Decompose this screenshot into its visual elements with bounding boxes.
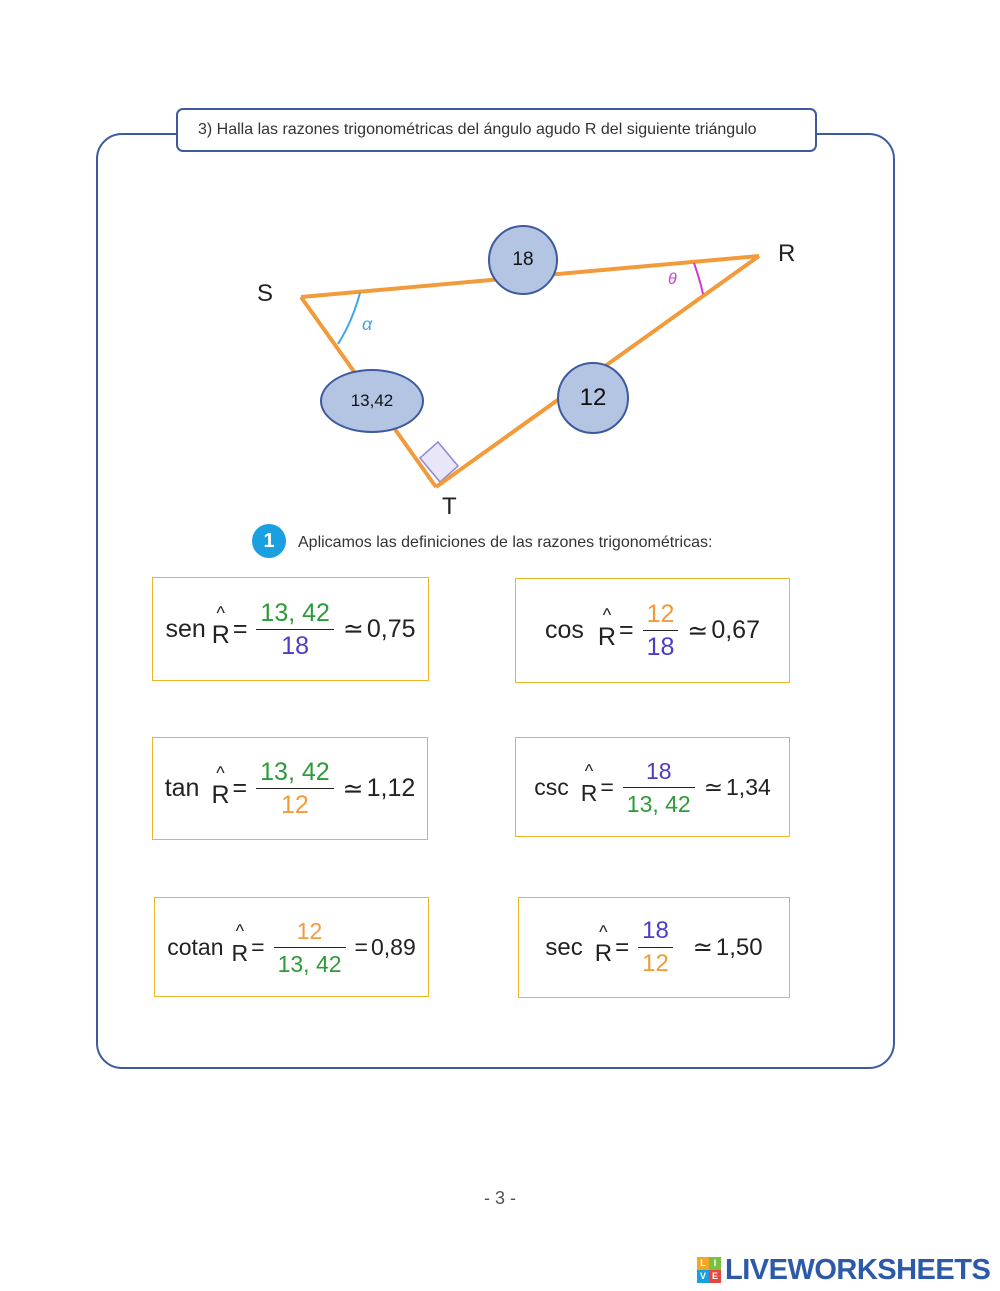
result-sen: 0,75 — [366, 614, 416, 643]
angle-arc-r — [694, 263, 703, 294]
fraction-sen: $\frac{13, 42}{18}$ — [256, 597, 334, 662]
formula-cotan-box: cotan ^ R = $\frac{12}{13, 42}$ = 0,89 — [154, 897, 429, 997]
fraction-csc: $\frac{18}{13, 42}$ — [623, 755, 695, 820]
side-length-12-bubble[interactable]: 12 — [557, 362, 629, 434]
result-tan: 1,12 — [366, 774, 416, 802]
fn-tan: tan — [164, 774, 200, 802]
formula-sec-box: sec ^ R = $\frac{18}{12}$ ≃ 1,50 — [518, 897, 790, 998]
formula-csc-box: csc ^ R = $\frac{18}{13, 42}$ ≃ 1,34 — [515, 737, 790, 837]
vertex-label-s: S — [257, 280, 274, 307]
fraction-cotan: $\frac{12}{13, 42}$ — [274, 915, 346, 980]
alpha-angle-label: α — [362, 314, 373, 334]
question-header: 3) Halla las razones trigonométricas del ángulo agudo R del siguiente triángulo — [176, 108, 817, 152]
fn-sec: sec — [545, 933, 583, 961]
fn-sen: sen — [165, 614, 206, 643]
result-cotan: 0,89 — [370, 933, 416, 960]
page-number: - 3 - — [483, 1188, 516, 1208]
step-instruction: Aplicamos las definiciones de las razones trigonométricas: — [298, 534, 713, 551]
vertex-label-t: T — [442, 493, 457, 520]
theta-angle-label: θ — [668, 271, 677, 288]
side-length-13-42-bubble[interactable]: 13,42 — [320, 369, 424, 433]
result-csc: 1,34 — [726, 773, 771, 800]
vertex-label-r: R — [778, 240, 796, 267]
step-number-badge: 1 — [252, 524, 286, 558]
fn-cos: cos — [544, 616, 584, 644]
formula-tan-box: tan ^ R = $\frac{13, 42}{12}$ ≃ 1,12 — [152, 737, 428, 840]
fn-cotan: cotan — [167, 933, 224, 960]
formula-sen-box: sen ^ R = $\frac{13, 42}{18}$ ≃ 0,75 — [152, 577, 429, 681]
fraction-tan: $\frac{13, 42}{12}$ — [256, 756, 334, 821]
formula-cos-box: cos ^ R = $\frac{12}{18}$ ≃ 0,67 — [515, 578, 790, 683]
brand-name: LIVEWORKSHEETS — [725, 1253, 991, 1286]
result-cos: 0,67 — [711, 616, 760, 644]
fraction-cos: $\frac{12}{18}$ — [643, 598, 679, 663]
liveworksheets-mark-icon: L I V E — [697, 1257, 721, 1283]
fraction-sec: $\frac{18}{12}$ — [638, 915, 673, 980]
angle-arc-s — [338, 293, 360, 344]
fn-csc: csc — [534, 773, 569, 800]
liveworksheets-logo[interactable] — [697, 1255, 990, 1285]
result-sec: 1,50 — [715, 933, 763, 961]
side-length-18-bubble[interactable]: 18 — [488, 225, 558, 295]
